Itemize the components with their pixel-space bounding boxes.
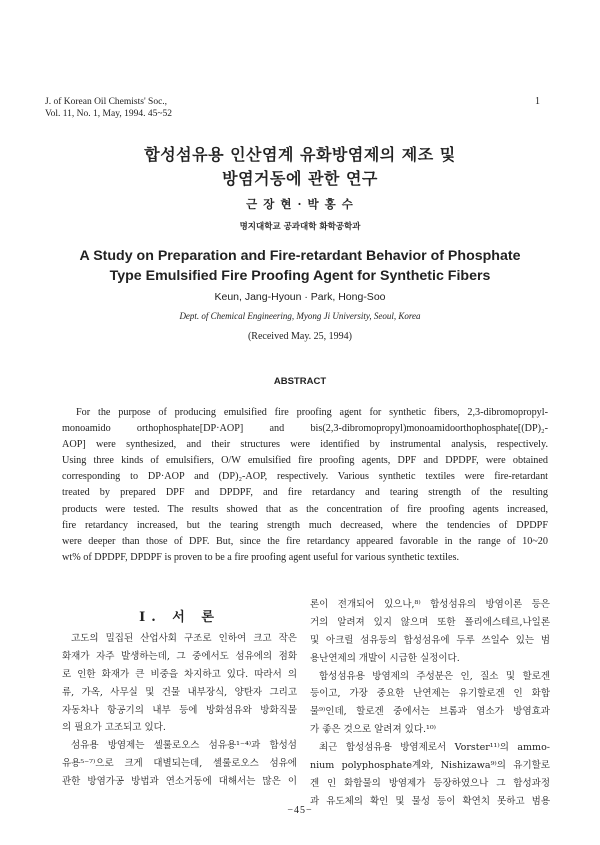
body-line: 류, 가옥, 사무실 및 건물 내부장식, 양탄자 그리고 <box>62 686 297 698</box>
korean-title <box>0 143 600 191</box>
journal-line-1: J. of Korean Oil Chemists' Soc., <box>45 97 168 107</box>
left-column <box>62 598 297 791</box>
footer-page-number: −45− <box>287 805 313 816</box>
abstract-line: monoamido orthophosphate[DP·AOP] and bis(2,3-dibromopropyl)monoamidoorthophosphate[(DP)₂- <box>62 423 548 435</box>
body-line: 가 좋은 것으로 알려져 있다.¹⁰⁾ <box>310 724 436 736</box>
received-date: (Received May. 25, 1994) <box>247 331 353 342</box>
english-title <box>0 246 600 286</box>
page-number: 1 <box>535 96 540 107</box>
body-line: 화재가 자주 발생하는데, 그 중에서도 섬유에의 점화 <box>62 650 297 662</box>
korean-affiliation: 명지대학교 공과대학 화학공학과 <box>239 222 361 232</box>
abstract-line: fire retardancy increased, but the tearing strength much decreased, where the tendencies of DPDPF <box>62 519 548 531</box>
body-line: 및 아크릴 섬유등의 합성섬유에 두루 쓰일수 있는 범 <box>310 634 550 646</box>
abstract-line: Using three kinds of emulsifiers, O/W emulsified fire proofing agents, DPF and DPDPF, were obtained <box>62 455 548 467</box>
body-line: 유용⁵⁻⁷⁾으로 크게 대별되는데, 셀룰로오스 섬유에 <box>62 758 297 770</box>
section-heading-introduction: I. 서 론 <box>139 610 220 625</box>
english-affiliation: Dept. of Chemical Engineering, Myong Ji University, Seoul, Korea <box>179 311 421 321</box>
body-line: 의 필요가 고조되고 있다. <box>62 722 166 734</box>
body-line: 섬유용 방염제는 셀룰로오스 섬유용¹⁻⁴⁾과 합성섬 <box>71 740 297 752</box>
korean-authors: 근 장 현 · 박 홍 수 <box>246 197 354 211</box>
journal-line-2: Vol. 11, No. 1, May, 1994. 45~52 <box>45 109 172 119</box>
abstract-line: were deeper than those of DPF. But, since the fire retardancy appeared favorable in the range of 10~20 <box>62 535 548 547</box>
right-column <box>310 596 550 811</box>
body-line: 과 유도체의 확인 및 물성 등이 확연치 못하고 범용 <box>310 795 550 807</box>
body-line: 론이 전개되어 있으나,⁸⁾ 합성섬유의 방염이론 등은 <box>310 599 550 610</box>
journal-citation <box>45 96 172 120</box>
abstract-body <box>62 405 548 566</box>
abstract-line: treated by prepared DPF and DPDPF, and fire retardancy and tearing strength of the resulting <box>62 487 548 499</box>
abstract-line: AOP] were synthesized, and their structures were identified by instrumental analysis, respectively. <box>62 439 548 451</box>
body-line: 로 인한 화재가 큰 비중을 차지하고 있다. 따라서 의 <box>62 668 297 680</box>
abstract-line: corresponding to DP·AOP and (DP)₂-AOP, respectively. Various synthetic textiles were fire-retardant <box>62 471 548 483</box>
abstract-heading: ABSTRACT <box>273 376 327 387</box>
abstract-line: wt% of DPDPF, DPDPF is proven to be a fire proofing agent useful for various synthetic textiles. <box>62 551 460 563</box>
body-line: 관한 방염가공 방법과 연소거동에 대해서는 많은 이 <box>62 776 297 788</box>
body-line: 자동차나 항공기의 내부 등에 방화섬유와 방화직물 <box>62 704 297 716</box>
body-line: 최근 합성섬유용 방염제로서 Vorster¹¹⁾의 ammo- <box>319 742 550 754</box>
abstract-line: For the purpose of producing emulsified fire proofing agent for synthetic fibers, 2,3-dibromopropyl- <box>76 407 548 418</box>
english-authors: Keun, Jang-Hyoun · Park, Hong-Soo <box>214 291 386 303</box>
body-line: 등이고, 가장 중요한 난연제는 유기할로겐 인 화합 <box>310 688 550 700</box>
body-line: 용난연제의 개발이 시급한 실정이다. <box>310 652 460 664</box>
body-line: nium polyphosphate계와, Nishizawa⁹⁾의 유기할로 <box>310 760 550 772</box>
korean-title-line-1: 합성섬유용 인산염계 유화방염제의 제조 및 <box>144 145 456 164</box>
body-line: 고도의 밀집된 산업사회 구조로 인하여 크고 작은 <box>71 633 297 644</box>
body-line: 합성섬유용 방염제의 주성분은 인, 질소 및 할로겐 <box>319 670 550 682</box>
abstract-line: products were tested. The results showed that as the concentration of fire proofing agents increased, <box>62 503 548 515</box>
body-line: 거의 알려져 있지 않으며 또한 폴리에스테르,나일론 <box>310 616 550 628</box>
english-title-line-2: Type Emulsified Fire Proofing Agent for Synthetic Fibers <box>109 268 491 284</box>
korean-title-line-2: 방염거동에 관한 연구 <box>222 169 378 188</box>
english-title-line-1: A Study on Preparation and Fire-retardant Behavior of Phosphate <box>79 248 521 264</box>
body-line: 겐 인 화합물의 방염제가 등장하였으나 그 합성과정 <box>310 777 550 789</box>
body-line: 물⁹⁾인데, 할로겐 중에서는 브롬과 염소가 방염효과 <box>310 706 550 718</box>
